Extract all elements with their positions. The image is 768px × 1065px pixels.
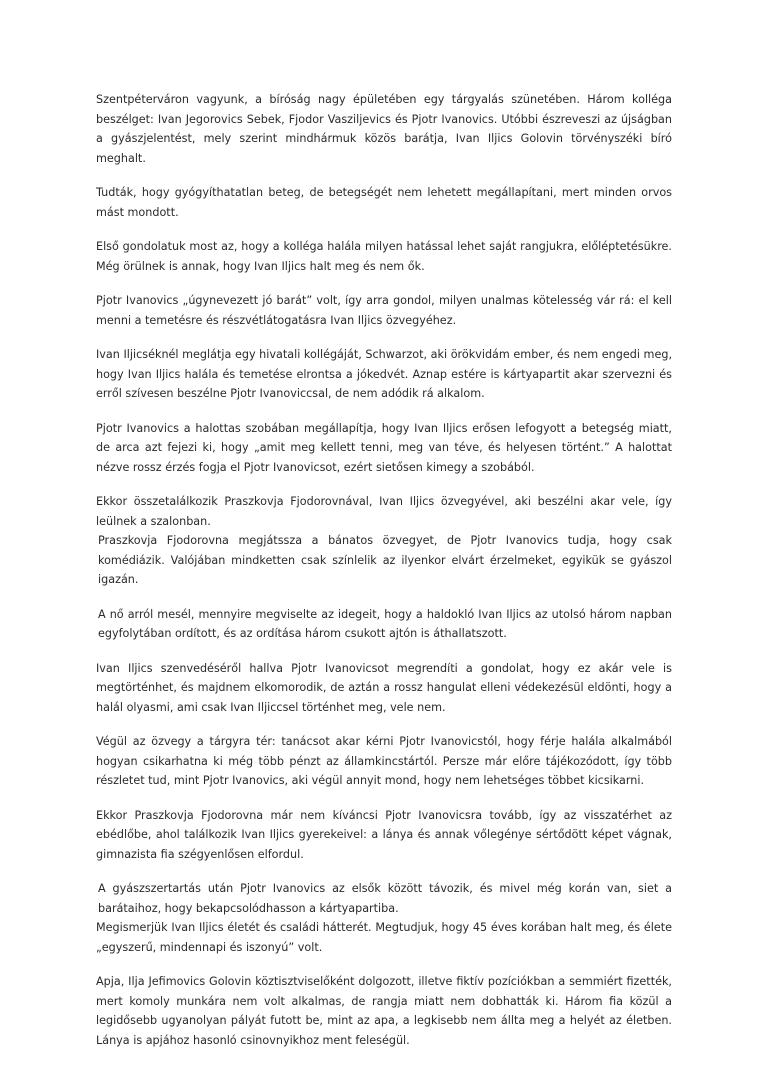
paragraph: Első gondolatuk most az, hogy a kolléga halála milyen hatással lehet saját rangjukra, előléptetésükre. Még örülnek is annak, hogy Ivan Iljics halt meg és nem ők. [96,240,672,273]
paragraph: Apja, Ilja Jefimovics Golovin köztisztviselőként dolgozott, illetve fiktív pozíciókban a semmiért fizették, mert komoly munkára nem volt alkalmas, de rangja miatt nem dobhatták ki. Három fia közül a legidősebb ugyanolyan pályát futott be, mint az apa, a legkisebb nem állta meg a helyét az életben. Lánya is apjához hasonló csinovnyikhoz ment feleségül. [96,975,672,1047]
paragraph: Pjotr Ivanovics a halottas szobában megállapítja, hogy Ivan Iljics erősen lefogyott a betegség miatt, de arca azt fejezi ki, hogy „amit meg kellett tenni, meg van téve, és helyesen történt.” A halottat nézve rossz érzés fogja el Pjotr Ivanovicsot, ezért sietősen kimegy a szobából. [96,421,672,474]
paragraph: Megismerjük Ivan Iljics életét és családi hátterét. Megtudjuk, hogy 45 éves korában halt meg, és élete „egyszerű, mindennapi és iszonyú” volt. [96,921,672,954]
paragraph: Ekkor Praszkovja Fjodorovna már nem kíváncsi Pjotr Ivanovicsra tovább, így az visszatérhet az ebédlőbe, ahol találkozik Ivan Iljics gyerekeivel: a lánya és annak vőlegénye sértődött képet vágnak, gimnazista fia szégyenlősen elfordul. [96,808,672,861]
paragraph: Végül az özvegy a tárgyra tér: tanácsot akar kérni Pjotr Ivanovicstól, hogy férje halála alkalmából hogyan csikarhatna ki még több pénzt az államkincstártól. Persze már előre tájékozódott, így több részletet tud, mint Pjotr Ivanovics, aki végül annyit mond, hogy nem lehetséges többet kicsikarni. [96,735,672,787]
paragraph: Ivan Iljicséknél meglátja egy hivatali kollégáját, Schwarzot, aki örökvidám ember, és nem engedi meg, hogy Ivan Iljics halála és temetése elrontsa a jókedvét. Aznap estére is kártyapartit akar szervezni és erről szívesen beszélne Pjotr Ivanoviccsal, de nem adódik rá alkalom. [96,348,672,400]
paragraph: Szentpéterváron vagyunk, a bíróság nagy épületében egy tárgyalás szünetében. Három kolléga beszélget: Ivan Jegorovics Sebek, Fjodor Vasziljevics és Pjotr Ivanovics. Utóbbi észreveszi az újságban a gyászjelentést, mely szerint mindhármuk közös barátja, Ivan Iljics Golovin törvényszéki bíró meghalt. [96,93,672,165]
paragraph: Praszkovja Fjodorovna megjátssza a bánatos özvegyet, de Pjotr Ivanovics tudja, hogy csak komédiázik. Valójában mindketten csak színlelik az ilyenkor elvárt érzelmeket, egyikük se gyászol igazán. [98,534,672,586]
document-page [96,90,672,1065]
paragraph: A gyászszertartás után Pjotr Ivanovics az elsők között távozik, és mivel még korán van, siet a barátaihoz, hogy bekapcsolódhasson a kártyapartiba. [98,882,672,915]
paragraph: A nő arról mesél, mennyire megviselte az idegeit, hogy a haldokló Ivan Iljics az utolsó három napban egyfolytában ordított, és az ordítása három csukott ajtón is áthallatszott. [98,607,672,640]
paragraph: Ekkor összetalálkozik Praszkovja Fjodorovnával, Ivan Iljics özvegyével, aki beszélni akar vele, így leülnek a szalonban. [96,495,672,528]
paragraph: Tudták, hogy gyógyíthatatlan beteg, de betegségét nem lehetett megállapítani, mert minden orvos mást mondott. [96,186,672,219]
paragraph: Ivan Iljics szenvedéséről hallva Pjotr Ivanovicsot megrendíti a gondolat, hogy ez akár vele is megtörténhet, és majdnem elkomorodik, de aztán a rossz hangulat elleni védekezésül eldönti, hogy a halál olyasmi, ami csak Ivan Iljiccsel történhet meg, vele nem. [96,661,672,714]
paragraph: Pjotr Ivanovics „úgynevezett jó barát” volt, így arra gondol, milyen unalmas kötelesség vár rá: el kell menni a temetésre és részvétlátogatásra Ivan Iljics özvegyéhez. [96,294,672,327]
